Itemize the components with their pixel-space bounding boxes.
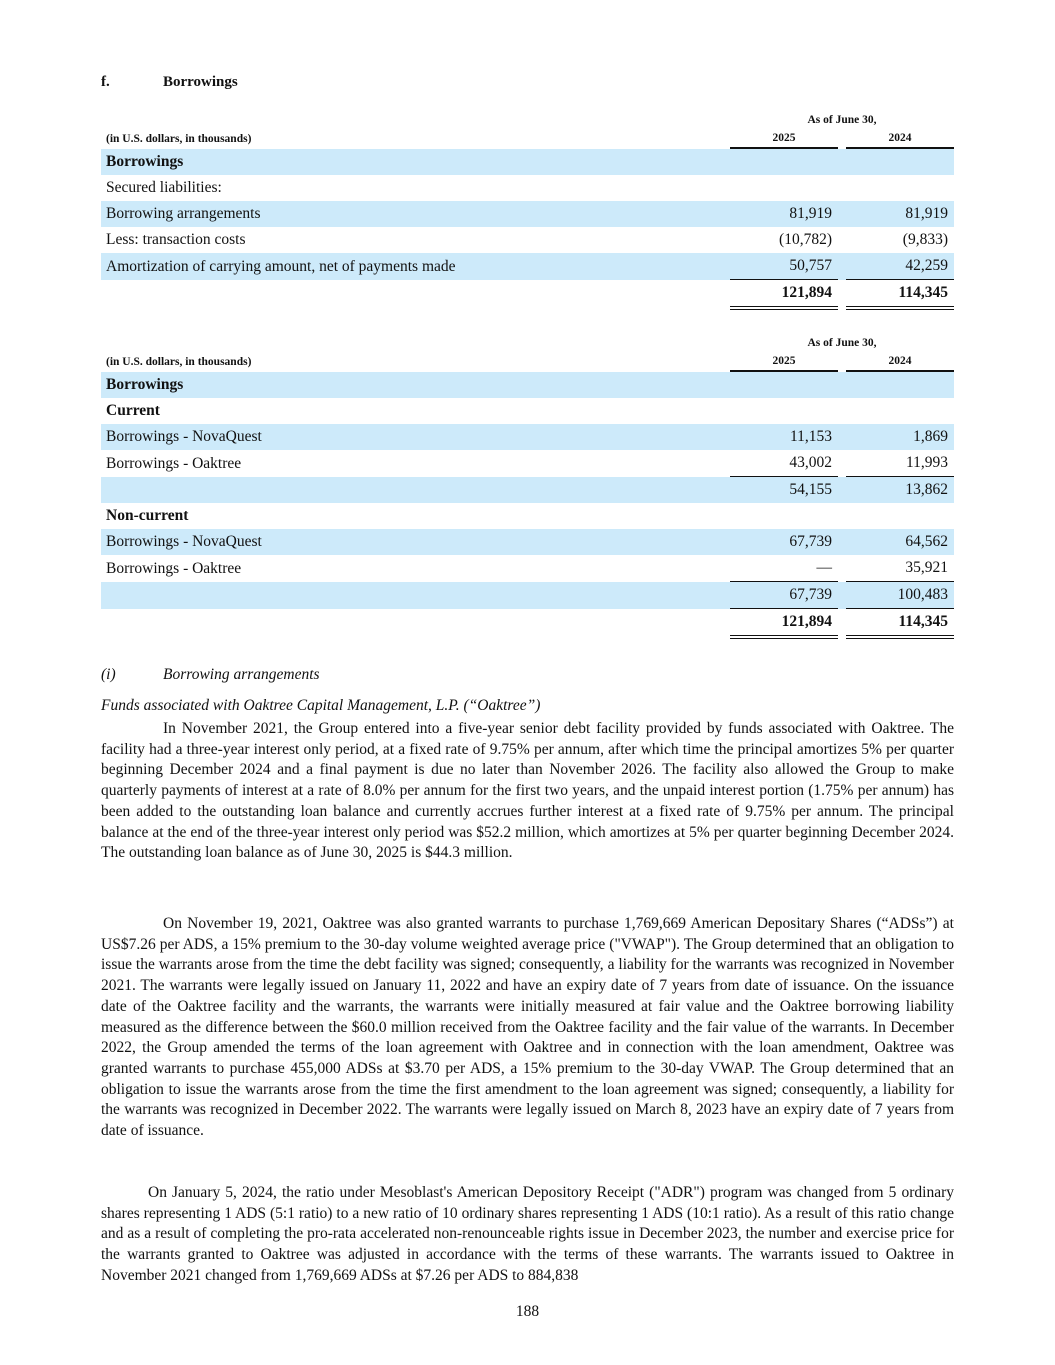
paragraph-oaktree-facility: In November 2021, the Group entered into a five-year senior debt facility provided by funds associated with Oaktree. The facility had a three-year interest only period, at a fixed rate of 9.75% per annum, after which time the principal amortizes 5% per quarter beginning December 2024 and a final payment is due no later than November 2026. The facility also allowed the Group to make quarterly payments of interest at a rate of 8.0% per annum for the first two years, and the unpaid interest portion (1.75% per annum) has been added to the outstanding loan balance and currently accrues further interest at a fixed rate of 9.75% per annum. The principal balance at the end of the three-year interest only period was $52.2 million, which amortizes at 5% per quarter beginning December 2024. The outstanding loan balance as of June 30, 2025 is $44.3 million. <box>101 720 954 862</box>
table-row: Borrowings - NovaQuest 11,153 1,869 <box>101 424 954 450</box>
table-row: Borrowings - NovaQuest 67,739 64,562 <box>101 529 954 555</box>
table-row: Less: transaction costs (10,782) (9,833) <box>106 231 948 248</box>
subsection-number: (i) <box>101 666 116 683</box>
subheading: Funds associated with Oaktree Capital Management, L.P. (“Oaktree”) <box>101 697 541 714</box>
section-heading <box>101 74 238 91</box>
unit-label: (in U.S. dollars, in thousands) <box>101 129 730 149</box>
noncurrent-label-row: Non-current <box>106 507 189 524</box>
table-title-row: Borrowings <box>101 372 954 398</box>
total-row: 121,894 114,345 <box>101 280 954 310</box>
table-row: Amortization of carrying amount, net of payments made 50,757 42,259 <box>101 253 954 280</box>
subtotal-row: 67,739 100,483 <box>101 582 954 609</box>
total-row: 121,894 114,345 <box>101 609 954 639</box>
year-header-2024: 2024 <box>846 352 954 372</box>
subtotal-row: 54,155 13,862 <box>101 477 954 503</box>
subsection-title: Borrowing arrangements <box>163 666 320 683</box>
paragraph-oaktree-warrants: On November 19, 2021, Oaktree was also granted warrants to purchase 1,769,669 American Depositary Shares (“ADSs”) at US$7.26 per ADS, a 15% premium to the 30-day volume weighted average price ("VWAP"). The Group determined that an obligation to issue the warrants arose from the time the debt facility was signed; consequently, a liability for the warrants was recognized in November 2021. The warrants were legally issued on January 11, 2022 and have an expiry date of 7 years from date of issuance. On the issuance date of the Oaktree facility and the warrants, the warrants were initially measured at fair value and the Oaktree borrowing liability measured as the difference between the $60.0 million received from the Oaktree facility and the fair value of the warrants. In December 2022, the Group amended the terms of the loan agreement with Oaktree and in connection with the loan amendment, Oaktree was granted warrants to purchase 455,000 ADSs at $3.70 per ADS, a 15% premium to the 30-day VWAP. The Group determined that an obligation to issue the warrants arose from the time the first amendment to the loan agreement was signed; consequently, a liability for the warrants was recognized in December 2022. The warrants were legally issued on March 8, 2023 have an expiry date of 7 years from date of issuance. <box>101 915 954 1140</box>
unit-label: (in U.S. dollars, in thousands) <box>101 352 730 372</box>
paragraph-adr-ratio: On January 5, 2024, the ratio under Mesoblast's American Depository Receipt ("ADR") program was changed from 5 ordinary shares representing 1 ADS (5:1 ratio) to a new ratio of 10 ordinary shares representing 1 ADS (10:1 ratio). As a result of this ratio change and as a result of completing the pro-rata accelerated non-renounceable rights issue in December 2023, the number and exercise price for the warrants granted to Oaktree was adjusted in accordance with the terms of these warrants. The warrants issued to Oaktree in November 2021 changed from 1,769,669 ADSs at $7.26 per ADS to 884,838 <box>101 1184 954 1284</box>
current-label-row: Current <box>106 402 160 419</box>
section-title: Borrowings <box>163 74 238 90</box>
as-of-header: As of June 30, <box>807 337 877 349</box>
year-header-2025: 2025 <box>730 352 838 372</box>
subsection-heading <box>101 666 320 684</box>
borrowings-table-secured <box>101 111 954 310</box>
table-row: Borrowings - Oaktree — 35,921 <box>101 555 954 582</box>
table-row: Borrowings - Oaktree 43,002 11,993 <box>101 450 954 477</box>
year-header-2024: 2024 <box>846 129 954 149</box>
year-header-2025: 2025 <box>730 129 838 149</box>
as-of-header: As of June 30, <box>807 114 877 126</box>
section-number: f. <box>101 74 110 90</box>
table-row: Borrowing arrangements 81,919 81,919 <box>101 201 954 227</box>
table-row: Secured liabilities: <box>106 179 222 196</box>
table-title-row: Borrowings <box>101 149 954 175</box>
page-number: 188 <box>515 1303 540 1320</box>
borrowings-table-current-noncurrent <box>101 334 954 639</box>
